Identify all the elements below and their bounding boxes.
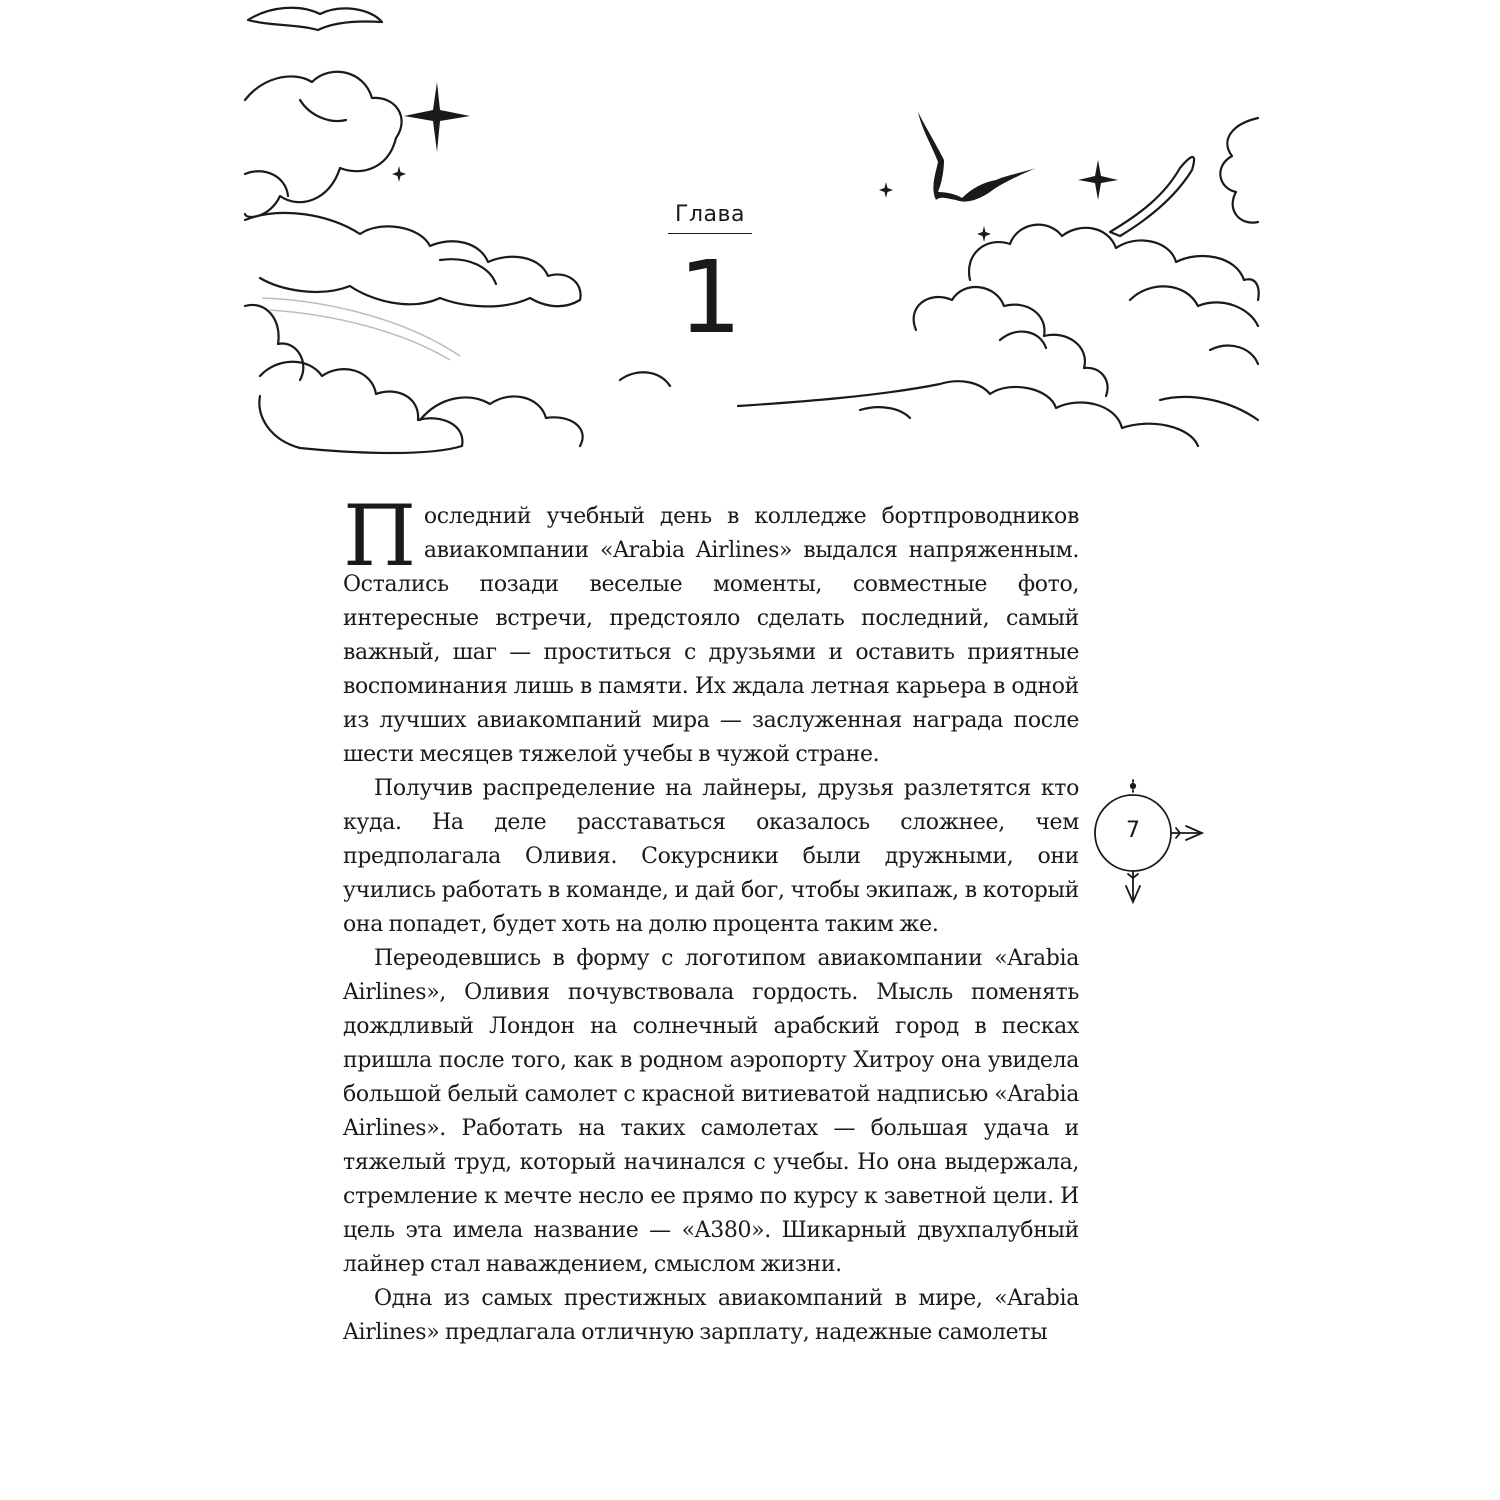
star-icon [879,182,893,198]
cloud-icon [1110,157,1194,236]
paragraph: Одна из самых престижных авиакомпаний в мире, «Arabia Airlines» предлагала отличную зарплату, надежные самолеты [343,1286,1079,1345]
cloud-icon [1130,286,1258,326]
compass-icon [1080,776,1220,916]
cloud-icon [248,8,382,30]
cloud-icon [245,305,303,380]
star-icon [1078,160,1118,200]
paragraph: Получив распределение на лайнеры, друзья разлетятся кто куда. На деле расставаться оказалось сложнее, чем предполагала Оливия. Сокурсники были дружными, они учились работать в команде, и дай бог, чтобы экипаж, в который она попадет, будет хоть на долю процента таким же. [343,776,1079,937]
body-text [343,487,1079,1350]
star-icon [977,226,991,242]
paragraph-text: оследний учебный день в колледже бортпроводников авиакомпании «Arabia Airlines» выдался напряженным. Остались позади веселые моменты, совместные фото, интересные встречи, предстояло сделать последний, самый важный, шаг — проститься с друзьями и оставить приятные воспоминания лишь в памяти. Их ждала летная карьера в одной из лучших авиакомпаний мира — заслуженная награда после шести месяцев тяжелой учебы в чужой стране. [343,504,1079,767]
paragraph [343,487,1079,772]
cloud-icon [969,225,1259,300]
chapter-number: 1 [678,239,742,356]
cloud-icon [1220,118,1258,223]
bird-icon [918,112,1036,202]
star-icon [404,82,470,152]
chapter-label: Глава [668,202,752,234]
cloud-icon [245,72,402,217]
page-number: 7 [1126,818,1140,843]
cloud-icon [914,287,1108,396]
paragraph: Переодевшись в форму с логотипом авиакомпании «Arabia Airlines», Оливия почувствовала гордость. Мысль поменять дождливый Лондон на солнечный арабский город в песках пришла после того, как в родном аэропорту Хитроу она увидела большой белый самолет с красной витиеватой надписью «Arabia Airlines». Работать на таких самолетах — большая удача и тяжелый труд, который начинался с учебы. Но она выдержала, стремление к мечте несло ее прямо по курсу к заветной цели. И цель эта имела название — «A380». Шикарный двухпалубный лайнер стал наваждением, смыслом жизни. [343,946,1079,1277]
cloud-icon [245,213,581,306]
cloud-icon [738,381,1198,446]
drop-cap: П [343,487,416,585]
star-icon [392,166,406,182]
